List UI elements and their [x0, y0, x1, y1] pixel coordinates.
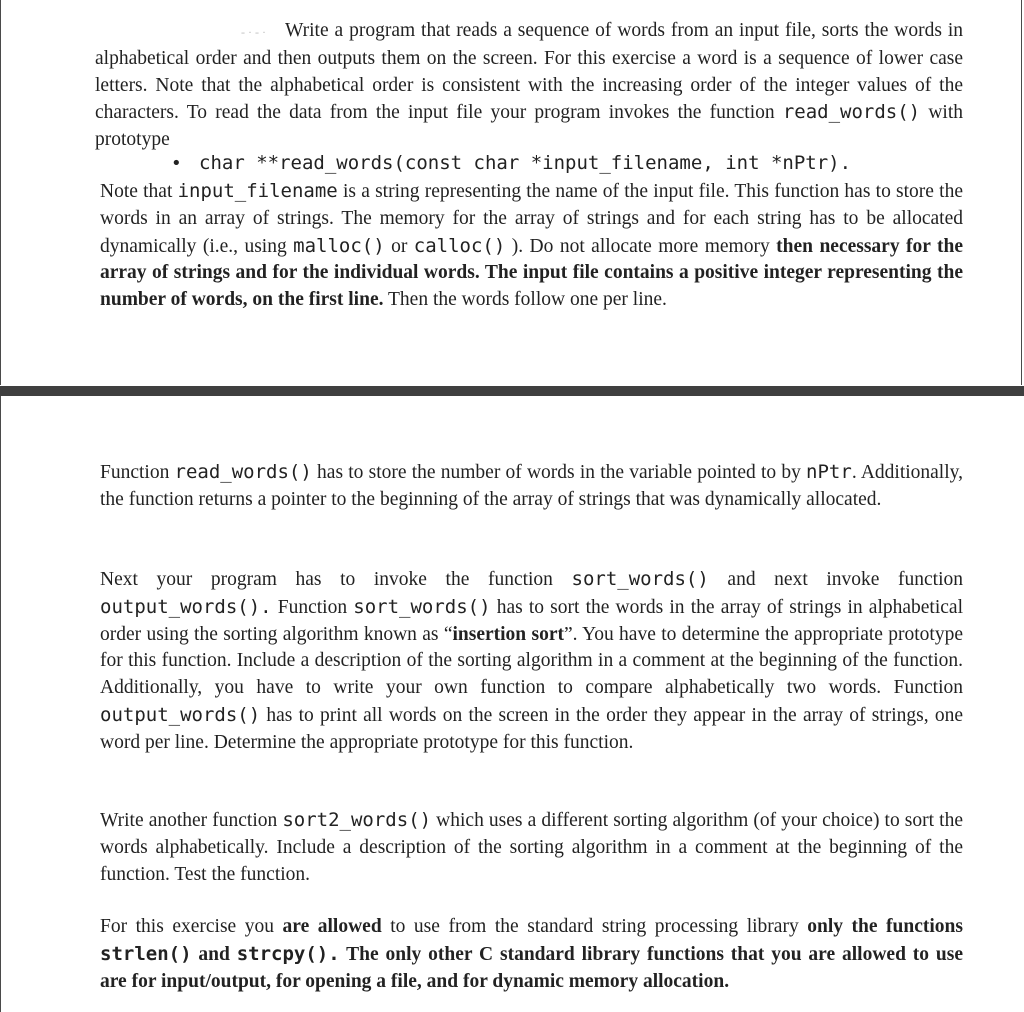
text: For this exercise you	[100, 916, 283, 937]
bold-text: The only other C standard library functions that you are allowed to use are for input/output, for opening a file, and for dynamic memory allocation.	[100, 943, 963, 992]
text: Then the words follow one per line.	[383, 289, 667, 311]
code-sort-words: sort_words()	[353, 595, 491, 618]
bold-text: insertion sort	[452, 623, 564, 645]
paragraph-intro	[95, 18, 963, 154]
indent-spacer	[95, 18, 285, 46]
code-output-words: output_words()	[100, 703, 261, 726]
faded-dashes: - · - ·	[241, 25, 266, 39]
page-divider	[0, 386, 1024, 396]
code-input-filename: input_filename	[177, 180, 338, 202]
bold-text: only the functions	[807, 916, 963, 937]
text: or	[384, 235, 414, 257]
paragraph-input-filename	[100, 178, 963, 314]
text: Note that	[100, 181, 178, 202]
code-prototype: char **read_words(const char *input_filename, int *nPtr).	[199, 152, 852, 174]
code-calloc: calloc()	[413, 234, 506, 257]
text: has to sort the words in the array of strings in alphabetical order using the sorting algorithm known as “	[100, 596, 963, 645]
bold-text: then necessary for the array of strings and for the individual words. The input file contains a positive integer representing the number of words, on the first line.	[100, 235, 964, 311]
text: Function	[271, 596, 354, 618]
text: has to store the number of words in the variable pointed to by	[311, 462, 807, 483]
code-sort-words: sort_words()	[571, 568, 709, 590]
text: with prototype	[95, 102, 963, 151]
text: to use from the standard string processing library	[381, 916, 808, 937]
paragraph-return-value	[100, 459, 963, 514]
text: has to print all words on the screen in the order they appear in the array of strings, one word per line. Determine the appropriate prototype for this function.	[100, 704, 963, 753]
code-strlen: strlen()	[100, 942, 192, 965]
code-sort2-words: sort2_words()	[282, 809, 432, 831]
code-strcpy: strcpy().	[236, 942, 340, 965]
bullet-icon: •	[171, 153, 182, 174]
paragraph-allowed-functions	[100, 914, 963, 995]
paragraph-sort2	[100, 807, 963, 888]
text: Write a program that reads a sequence of words from an input file, sorts the words in alphabetical order and then outputs them on the screen. For this exercise a word is a sequence of lower case letters. Note that the alphabetical order is consistent with the increasing order of the integer values of the characters. To read the data from the input file your program invokes the function	[95, 20, 963, 124]
code-malloc: malloc()	[293, 234, 385, 257]
code-output-words: output_words().	[100, 595, 272, 618]
code-nptr: nPtr	[806, 461, 852, 483]
text: is a string representing the name of the input file. This function has to store the words in an array of strings. The memory for the array of strings and for each string has to be allocated dynamically (i.e., using	[100, 181, 963, 257]
text: . Additionally, the function returns a pointer to the beginning of the array of strings that was dynamically allocated.	[100, 462, 964, 510]
text: which uses a different sorting algorithm (of your choice) to sort the words alphabetically. Include a description of the sorting algorithm in a comment at the beginning of the function. Test the function.	[100, 810, 963, 885]
document-panel-bottom	[0, 396, 1024, 1012]
bold-text: and	[191, 943, 237, 965]
paragraph-sort-output	[100, 566, 963, 757]
text: ”. You have to determine the appropriate prototype for this function. Include a description of the sorting algorithm in a comment at the beginning of the function. Additionally, you have to write your own function to compare alphabetically two words. Function	[100, 623, 963, 699]
text: Write another function	[100, 810, 283, 831]
bold-text: are allowed	[282, 916, 382, 937]
text: and next invoke function	[708, 569, 963, 590]
text: Next your program has to invoke the function	[100, 569, 572, 590]
text: Function	[100, 462, 175, 483]
code-read-words: read_words()	[174, 461, 312, 483]
text: ). Do not allocate more memory	[505, 235, 777, 257]
code-read-words: read_words()	[782, 101, 921, 124]
document-panel-top	[0, 0, 1022, 385]
